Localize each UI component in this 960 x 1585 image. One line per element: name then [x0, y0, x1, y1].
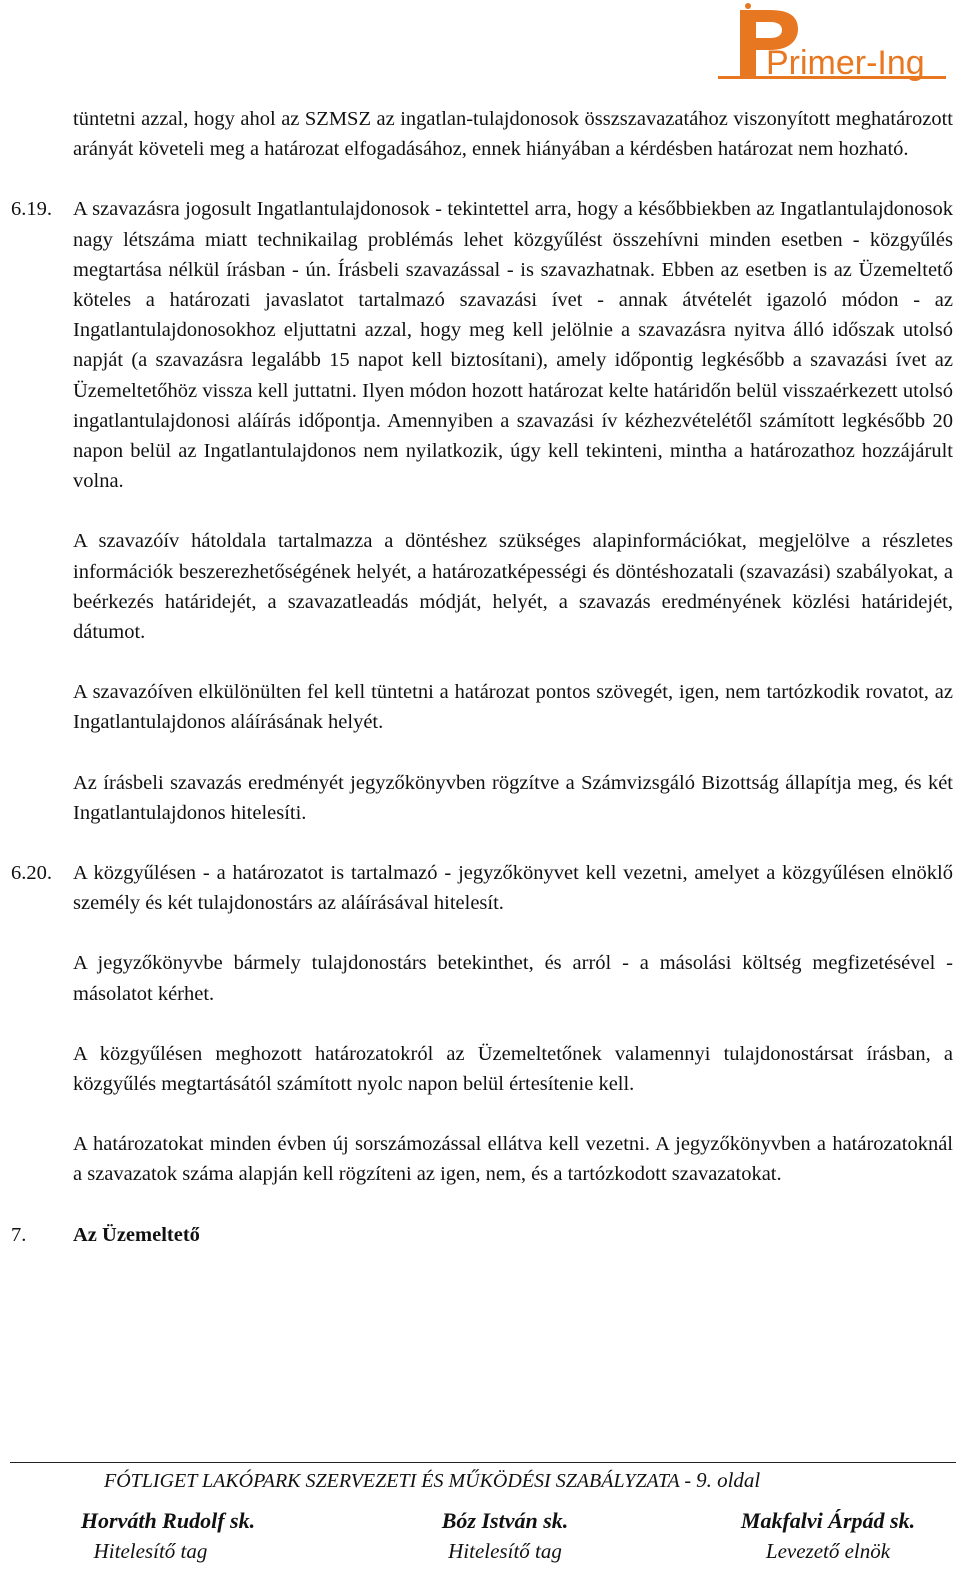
- page-number: 9. oldal: [696, 1468, 761, 1492]
- logo-graphic: [718, 2, 956, 88]
- section-title: Az Üzemeltető: [73, 1223, 200, 1246]
- paragraph-numbering: A határozatokat minden évben új sorszámozással ellátva kell vezetni. A jegyzőkönyvben a határozatoknál a szavazatok száma alapján kell rögzíteni az igen, nem, és a tartózkodott szavazatokat.: [73, 1133, 953, 1186]
- section-6-19: [11, 194, 953, 496]
- paragraph-vote-sheet-fields: A szavazóíven elkülönülten fel kell tüntetni a határozat pontos szövegét, igen, nem tartózkodik rovatot, az Ingatlantulajdonos aláírásának helyét.: [73, 681, 953, 734]
- paragraph-vote-result: Az írásbeli szavazás eredményét jegyzőkönyvben rögzítve a Számvizsgáló Bizottság állapítja meg, és két Ingatlantulajdonos hitelesíti.: [73, 771, 953, 824]
- paragraph-minutes-access: A jegyzőkönyvbe bármely tulajdonostárs betekinthet, és arról - a másolási költség megfizetésével - másolatot kérhet.: [73, 952, 953, 1005]
- paragraph-notification: A közgyűlésen meghozott határozatokról az Üzemeltetőnek valamennyi tulajdonostársat írásban, a közgyűlés megtartásától számított nyolc napon belül értesítenie kell.: [73, 1042, 953, 1096]
- section-7-heading: [11, 1220, 953, 1250]
- section-number: 7.: [11, 1223, 27, 1246]
- logo-text: Primer-Ing: [766, 44, 925, 82]
- primer-ing-logo: [718, 2, 956, 88]
- section-number: 6.20.: [11, 862, 52, 885]
- section-6-20: [11, 858, 953, 918]
- footer-title-text: FÓTLIGET LAKÓPARK SZERVEZETI ÉS MŰKÖDÉSI SZABÁLYZATA -: [104, 1470, 697, 1492]
- signature-block-3: [728, 1506, 928, 1566]
- paragraph-continuation: tüntetni azzal, hogy ahol az SZMSZ az ingatlan-tulajdonosok összszavazatához viszonyított meghatározott arányát követeli meg a határozat elfogadásához, ennek hiányában a kérdésben határozat nem hozható.: [73, 108, 953, 161]
- signature-name: Bóz István sk.: [441, 1508, 569, 1533]
- signature-name: Makfalvi Árpád sk.: [740, 1508, 916, 1533]
- signature-role: Hitelesítő tag: [448, 1539, 562, 1563]
- signature-block-1: [68, 1506, 268, 1566]
- signature-role: Levezető elnök: [765, 1539, 891, 1563]
- footer-divider: [10, 1462, 956, 1463]
- footer-document-title: [104, 1468, 760, 1493]
- section-text: A közgyűlésen - a határozatot is tartalmazó - jegyzőkönyvet kell vezetni, amelyet a közgyűlésen elnöklő személy és két tulajdonostárs az aláírásával hitelesít.: [73, 862, 953, 915]
- signature-block-2: [430, 1506, 580, 1566]
- signature-role: Hitelesítő tag: [93, 1539, 208, 1563]
- paragraph-vote-sheet-back: A szavazóív hátoldala tartalmazza a döntéshez szükséges alapinformációkat, megjelölve a részletes információk beszerezhetőségének helyét, a határozatképességi és döntéshozatali (szavazási) szabályokat, a beérkezés határidejét, a szavazatleadás módját, helyét, a szavazás eredményének közlési határidejét, dátumot.: [73, 530, 953, 644]
- signature-name: Horváth Rudolf sk.: [80, 1508, 256, 1533]
- section-text: A szavazásra jogosult Ingatlantulajdonosok - tekintettel arra, hogy a későbbiekben az Ingatlantulajdonosok nagy létszáma miatt technikailag problémás lehet közgyűlést összehívni minden esetben - közgyűlés megtartása nélkül írásban - ún. Írásbeli szavazással - is szavazhatnak. Ebben az esetben is az Üzemeltető köteles a határozati javaslatot tartalmazó szavazási ívet - annak átvételét igazoló módon - az Ingatlantulajdonosokhoz eljuttatni azzal, hogy meg kell jelölnie a szavazásra nyitva álló időszak utolsó napját (a szavazásra legalább 15 napot kell biztosítani), amely időpontig legkésőbb a szavazási ívet az Üzemeltetőhöz vissza kell juttatni. Ilyen módon hozott határozat kelte határidőn belül visszaérkezett utolsó ingatlantulajdonosi aláírás időpontja. Amennyiben a szavazási ív kézhezvételétől számított legkésőbb 20 napon belül az Ingatlantulajdonos nem nyilatkozik, úgy kell tekinteni, mintha a határozathoz hozzájárult volna.: [73, 198, 953, 493]
- section-number: 6.19.: [11, 198, 52, 221]
